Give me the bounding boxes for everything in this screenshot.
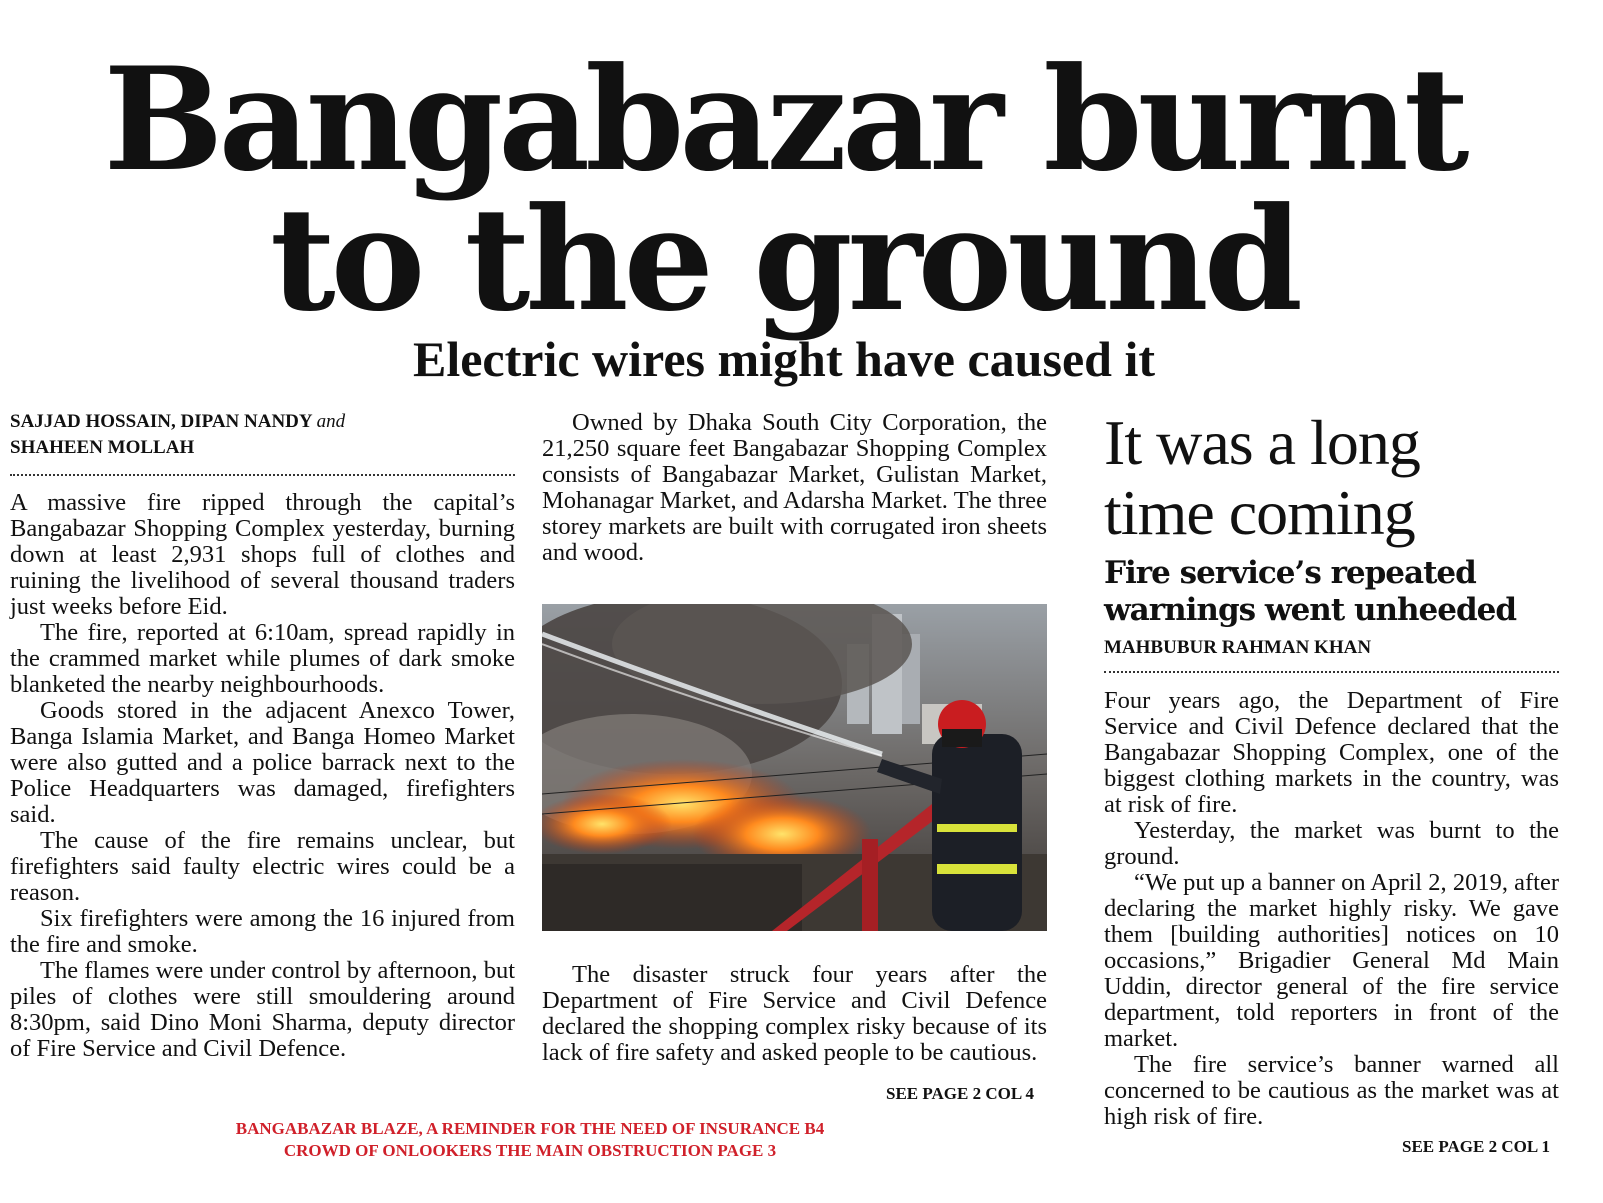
headline-line-2: to the ground bbox=[270, 177, 1298, 343]
promo-box bbox=[0, 1118, 1060, 1162]
side-deck-line-1: Fire service’s repeated bbox=[1104, 555, 1476, 591]
side-jump-link: SEE PAGE 2 COL 1 bbox=[1402, 1137, 1550, 1156]
paragraph: The fire, reported at 6:10am, spread rapidly in the crammed market while plumes of dark smoke blanketed the nearby neighbourhoods. bbox=[10, 619, 515, 698]
promo-line: CROWD OF ONLOOKERS THE MAIN OBSTRUCTION PAGE 3 bbox=[283, 1141, 777, 1160]
side-byline-divider bbox=[1104, 671, 1559, 673]
deck: Electric wires might have caused it bbox=[413, 331, 1155, 387]
side-story-column bbox=[1104, 688, 1559, 1130]
byline bbox=[10, 409, 515, 461]
paragraph: “We put up a banner on April 2, 2019, after declaring the market highly risky. We gave them [building authorities] notices on 10 occasions,” Brigadier General Md Main Uddin, director general of the fire service department, told reporters in front of the market. bbox=[1104, 869, 1559, 1052]
byline-authors-2: SHAHEEN MOLLAH bbox=[10, 437, 195, 458]
fire-photo bbox=[542, 604, 1047, 931]
side-deck-line-2: warnings went unheeded bbox=[1104, 592, 1517, 628]
main-story-column-1 bbox=[10, 490, 515, 1062]
byline-authors: SAJJAD HOSSAIN, DIPAN NANDY bbox=[10, 411, 312, 432]
paragraph: Six firefighters were among the 16 injured from the fire and smoke. bbox=[10, 905, 515, 958]
paragraph: A massive fire ripped through the capital’s Bangabazar Shopping Complex yesterday, burning down at least 2,931 shops full of clothes and ruining the livelihood of several thousand traders just weeks before Eid. bbox=[10, 489, 515, 620]
paragraph: Owned by Dhaka South City Corporation, the 21,250 square feet Bangabazar Shopping Complex consists of Bangabazar Market, Gulistan Market, Mohanagar Market, and Adarsha Market. The three storey markets are built with corrugated iron sheets and wood. bbox=[542, 409, 1047, 566]
byline-divider bbox=[10, 474, 515, 476]
side-byline: MAHBUBUR RAHMAN KHAN bbox=[1104, 637, 1372, 658]
jump-link: SEE PAGE 2 COL 4 bbox=[886, 1084, 1034, 1103]
paragraph: The cause of the fire remains unclear, but firefighters said faulty electric wires could be a reason. bbox=[10, 827, 515, 906]
main-story-column-2-top bbox=[542, 410, 1047, 566]
promo-line: BANGABAZAR BLAZE, A REMINDER FOR THE NEED OF INSURANCE B4 bbox=[235, 1119, 825, 1138]
firefighter-image bbox=[542, 604, 1047, 931]
side-deck bbox=[1104, 555, 1574, 629]
paragraph: The fire service’s banner warned all concerned to be cautious as the market was at high risk of fire. bbox=[1104, 1051, 1559, 1130]
headline-line-1: Bangabazar burnt bbox=[103, 37, 1465, 203]
headline bbox=[0, 37, 1568, 343]
paragraph: Goods stored in the adjacent Anexco Tower, Banga Islamia Market, and Banga Homeo Market were also gutted and a police barrack next to the Police Headquarters was damaged, firefighters said. bbox=[10, 697, 515, 828]
main-story-column-2-bottom bbox=[542, 962, 1047, 1066]
byline-and: and bbox=[316, 411, 346, 432]
side-headline-line-2: time coming bbox=[1104, 477, 1415, 548]
paragraph: The flames were under control by afternoon, but piles of clothes were still smouldering around 8:30pm, said Dino Moni Sharma, deputy director of Fire Service and Civil Defence. bbox=[10, 957, 515, 1062]
paragraph: Four years ago, the Department of Fire Service and Civil Defence declared that the Bangabazar Shopping Complex, one of the biggest clothing markets in the country, was at risk of fire. bbox=[1104, 687, 1559, 818]
side-headline-line-1: It was a long bbox=[1104, 407, 1420, 478]
side-headline bbox=[1104, 408, 1574, 548]
paragraph: The disaster struck four years after the Department of Fire Service and Civil Defence declared the shopping complex risky because of its lack of fire safety and asked people to be cautious. bbox=[542, 961, 1047, 1066]
paragraph: Yesterday, the market was burnt to the ground. bbox=[1104, 817, 1559, 870]
